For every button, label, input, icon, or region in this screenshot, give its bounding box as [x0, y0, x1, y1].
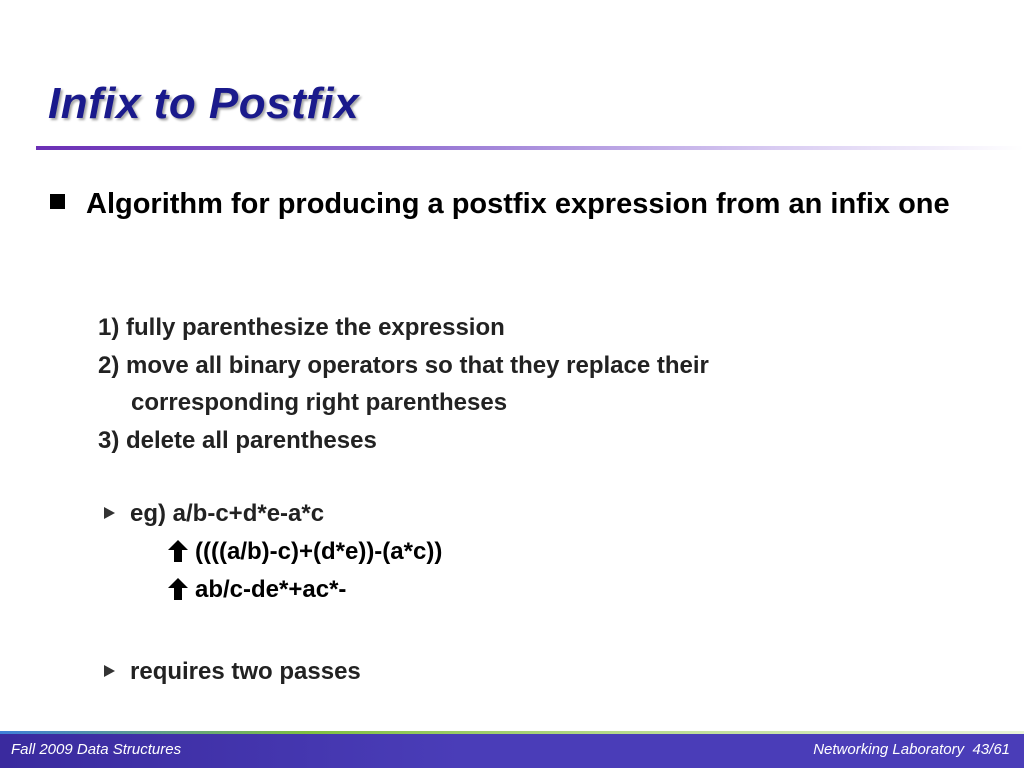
note-text: requires two passes	[130, 658, 361, 685]
slide-title: Infix to Postfix	[48, 79, 360, 128]
step-2-continued: corresponding right parentheses	[131, 389, 508, 416]
step-2: 2) move all binary operators so that they replace their	[98, 351, 709, 379]
example-line-postfix	[167, 575, 346, 605]
main-bullet	[50, 182, 980, 226]
example-item	[104, 499, 324, 529]
algorithm-steps	[98, 309, 918, 459]
example-line-parenthesized	[167, 537, 442, 567]
triangle-bullet-icon	[104, 507, 115, 519]
main-bullet-text: Algorithm for producing a postfix expression from an infix one	[86, 188, 950, 220]
footer-course: Fall 2009 Data Structures	[11, 741, 182, 758]
footer-lab-page: Networking Laboratory 43/61	[813, 741, 1010, 758]
note-item	[104, 657, 361, 687]
postfix-expression: ab/c-de*+ac*-	[195, 576, 347, 603]
title-divider	[36, 146, 1024, 150]
parenthesized-expression: ((((a/b)-c)+(d*e))-(a*c))	[195, 538, 443, 565]
example-label: eg) a/b-c+d*e-a*c	[130, 500, 325, 527]
step-1: 1) fully parenthesize the expression	[98, 314, 505, 341]
up-arrow-icon	[167, 576, 189, 602]
square-bullet-icon	[50, 194, 65, 209]
triangle-bullet-icon	[104, 665, 115, 677]
step-3: 3) delete all parentheses	[98, 426, 377, 454]
up-arrow-icon	[167, 538, 189, 564]
